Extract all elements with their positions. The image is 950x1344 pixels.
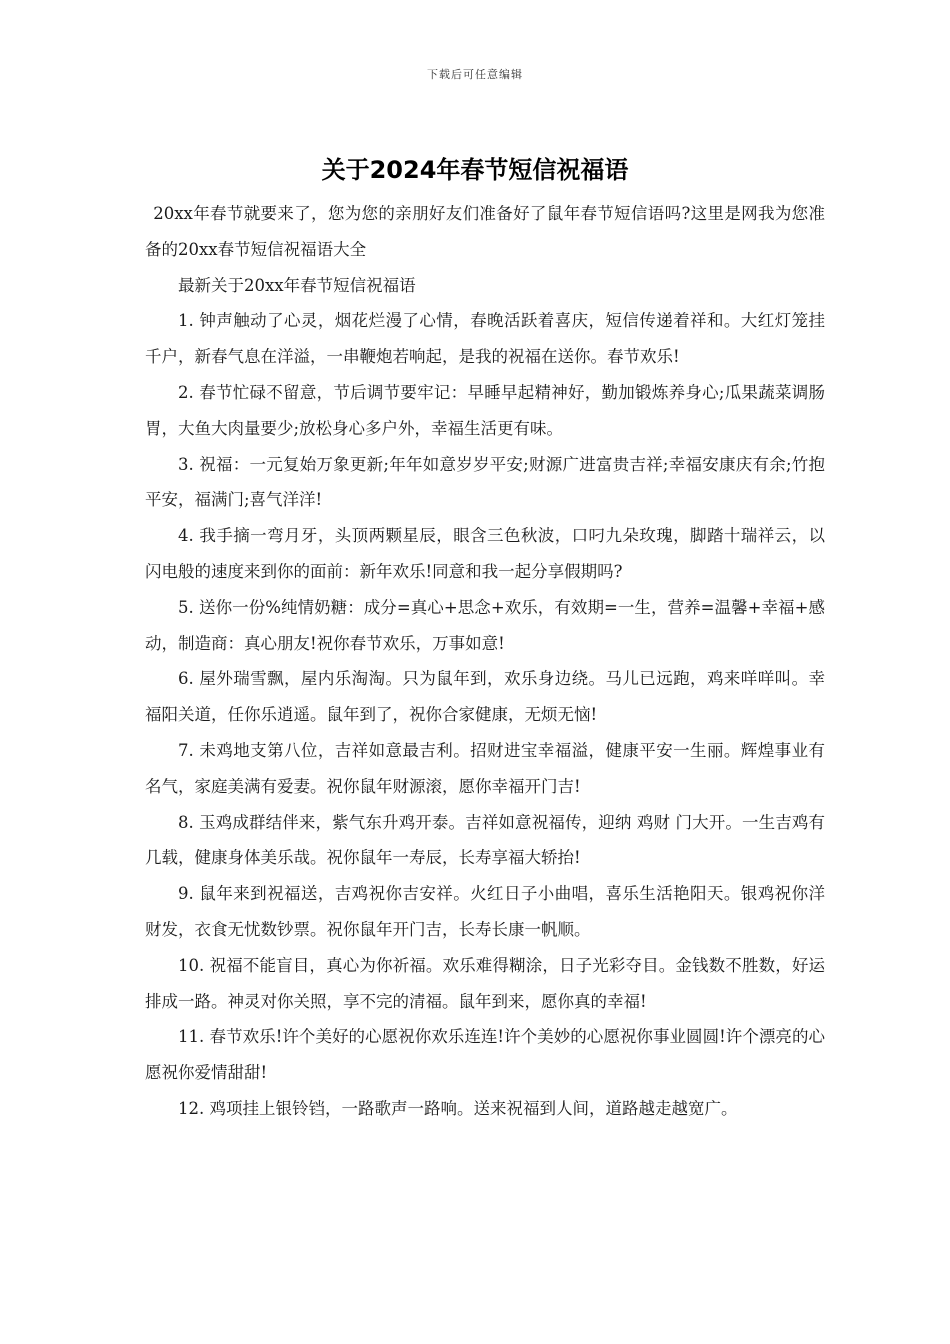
intro-paragraph: 20xx年春节就要来了，您为您的亲朋好友们准备好了鼠年春节短信语吗?这里是网我为您准备的20xx春节短信祝福语大全 (145, 204, 825, 259)
list-item: 7. 未鸡地支第八位，吉祥如意最吉利。招财进宝幸福溢，健康平安一生丽。辉煌事业有名气，家庭美满有爱妻。祝你鼠年财源滚，愿你幸福开门吉! (145, 740, 825, 796)
list-item: 10. 祝福不能盲目，真心为你祈福。欢乐难得糊涂，日子光彩夺目。金钱数不胜数，好运排成一路。神灵对你关照，享不完的清福。鼠年到来，愿你真的幸福! (145, 955, 825, 1011)
list-item: 12. 鸡项挂上银铃铛，一路歌声一路响。送来祝福到人间，道路越走越宽广。 (178, 1098, 738, 1118)
list-item: 4. 我手摘一弯月牙，头顶两颗星辰，眼含三色秋波，口叼九朵玫瑰，脚踏十瑞祥云，以闪电般的速度来到你的面前：新年欢乐!同意和我一起分享假期吗? (145, 526, 825, 581)
document-body (145, 196, 825, 1127)
page-header-note: 下载后可任意编辑 (427, 68, 523, 81)
list-item: 5. 送你一份%纯情奶糖：成分=真心+思念+欢乐，有效期=一生，营养=温馨+幸福+感动，制造商：真心朋友!祝你春节欢乐，万事如意! (145, 597, 825, 653)
list-item: 9. 鼠年来到祝福送，吉鸡祝你吉安祥。火红日子小曲唱，喜乐生活艳阳天。银鸡祝你洋财发，衣食无忧数钞票。祝你鼠年开门吉，长寿长康一帆顺。 (145, 884, 825, 939)
list-item: 3. 祝福：一元复始万象更新;年年如意岁岁平安;财源广进富贵吉祥;幸福安康庆有余;竹抱平安，福满门;喜气洋洋! (145, 454, 825, 510)
list-item: 2. 春节忙碌不留意，节后调节要牢记：早睡早起精神好，勤加锻炼养身心;瓜果蔬菜调肠胃，大鱼大肉量要少;放松身心多户外，幸福生活更有味。 (145, 382, 825, 438)
section-subtitle: 最新关于20xx年春节短信祝福语 (178, 275, 416, 295)
list-item: 1. 钟声触动了心灵，烟花烂漫了心情，春晚活跃着喜庆，短信传递着祥和。大红灯笼挂千户，新春气息在洋溢，一串鞭炮若响起，是我的祝福在送你。春节欢乐! (145, 311, 825, 367)
document-title: 关于2024年春节短信祝福语 (321, 156, 629, 184)
list-item: 8. 玉鸡成群结伴来，紫气东升鸡开泰。吉祥如意祝福传，迎纳 鸡财 门大开。一生吉鸡有几载，健康身体美乐哉。祝你鼠年一寿辰，长寿享福大轿抬! (145, 812, 825, 868)
list-item: 6. 屋外瑞雪飘，屋内乐淘淘。只为鼠年到，欢乐身边绕。马儿已远跑，鸡来咩咩叫。幸福阳关道，任你乐逍遥。鼠年到了，祝你合家健康，无烦无恼! (145, 669, 825, 725)
list-item: 11. 春节欢乐!许个美好的心愿祝你欢乐连连!许个美妙的心愿祝你事业圆圆!许个漂亮的心愿祝你爱情甜甜! (145, 1027, 825, 1083)
